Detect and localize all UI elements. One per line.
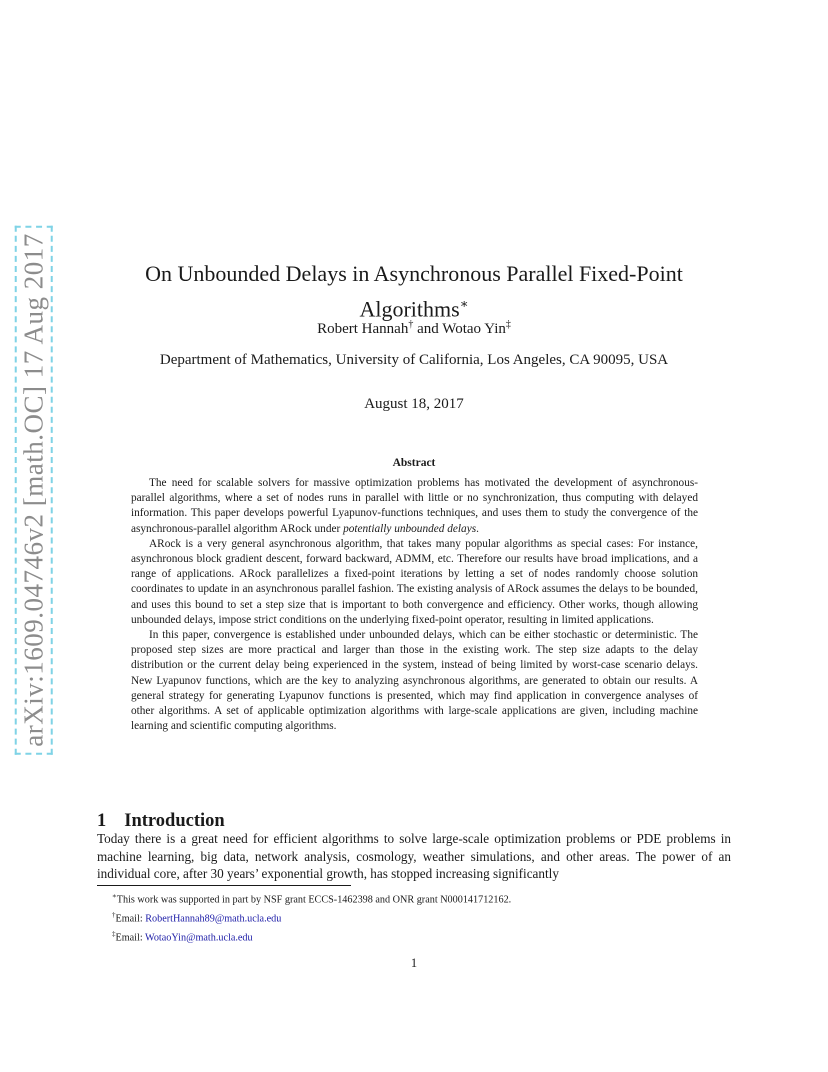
introduction-body [97, 830, 731, 883]
author-line [90, 319, 738, 338]
footnote-divider [97, 885, 351, 886]
footnote-mark: † [112, 910, 116, 919]
section-number: 1 [97, 811, 107, 832]
body-paragraph: Today there is a great need for efficient algorithms to solve large-scale optimization problems or PDE problems in machine learning, big data, network analysis, cosmology, weather simulations, and other areas. The power of an individual core, after 30 years’ exponential growth, has stopped increasing significantly [97, 831, 731, 881]
email-link[interactable]: RobertHannah89@math.ucla.edu [145, 913, 282, 925]
footnotes [112, 889, 511, 946]
author-conjunction: and [413, 321, 443, 337]
paper-title [90, 259, 738, 324]
affiliation: Department of Mathematics, University of California, Los Angeles, CA 90095, USA [159, 352, 669, 368]
abstract-body [131, 476, 698, 734]
footnote-mark: ‡ [112, 929, 116, 938]
footnote-label: Email: [115, 913, 146, 925]
author-footnote-mark: † [408, 319, 414, 330]
footnote-text: This work was supported in part by NSF grant ECCS-1462398 and ONR grant N000141712162. [116, 894, 512, 906]
abstract-text: . [476, 522, 479, 535]
section-title: Introduction [124, 811, 225, 832]
author-footnote-mark: ‡ [505, 319, 511, 330]
abstract-emphasis: potentially unbounded delays [343, 522, 477, 535]
arxiv-side-stamp [14, 230, 54, 750]
email-link[interactable]: WotaoYin@math.ucla.edu [145, 932, 253, 944]
author-name: Wotao Yin [442, 321, 506, 337]
footnote-email-2 [112, 927, 511, 946]
paper-title-text: On Unbounded Delays in Asynchronous Parallel Fixed-Point Algorithms [145, 260, 683, 322]
abstract-text: The need for scalable solvers for massive optimization problems has motivated the development of asynchronous-parallel algorithms, where a set of nodes runs in parallel with little or no synchronization, thus computing with delayed information. This paper develops powerful Lyapunov-functions techniques, and uses them to study the convergence of the asynchronous-parallel algorithm ARock under [131, 477, 698, 535]
footnote-email-1 [112, 908, 511, 927]
title-footnote-mark: ∗ [459, 295, 469, 311]
arxiv-identifier: arXiv:1609.04746v2 [math.OC] 17 Aug 2017 [15, 225, 53, 754]
abstract-paragraph: ARock is a very general asynchronous algorithm, that takes many popular algorithms as special cases: For instance, asynchronous block gradient descent, forward backward, ADMM, etc. Therefore our results have broad implications, and a range of applications. ARock parallelizes a fixed-point iterations by letting a set of nodes randomly choose solution coordinates to update in an asynchronous parallel fashion. The existing analysis of ARock assumes the delays to be bounded, and uses this bound to set a step size that is important to both convergence and efficiency. Other works, though allowing unbounded delays, impose strict conditions on the underlying fixed-point operator, resulting in limited applications. [131, 537, 698, 626]
abstract-paragraph: In this paper, convergence is established under unbounded delays, which can be either stochastic or deterministic. The proposed step sizes are more practical and larger than those in the existing work. The step size adapts to the delay distribution or the current delay being experienced in the system, instead of being limited by worst-case scenario delays. New Lyapunov functions, which are the key to analyzing asynchronous algorithms, are generated to obtain our results. A general strategy for generating Lyapunov functions is presented, which may find application in convergence analyses of other algorithms. A set of applicable optimization algorithms with large-scale applications are given, including machine learning and scientific computing algorithms. [131, 629, 698, 733]
footnote-mark: ∗ [112, 892, 117, 900]
footnote-funding [112, 889, 511, 908]
author-name: Robert Hannah [317, 321, 409, 337]
abstract-paragraph [131, 476, 698, 537]
publication-date: August 18, 2017 [364, 396, 464, 412]
abstract-heading: Abstract [392, 457, 436, 469]
footnote-label: Email: [115, 932, 146, 944]
page-number: 1 [410, 956, 418, 970]
